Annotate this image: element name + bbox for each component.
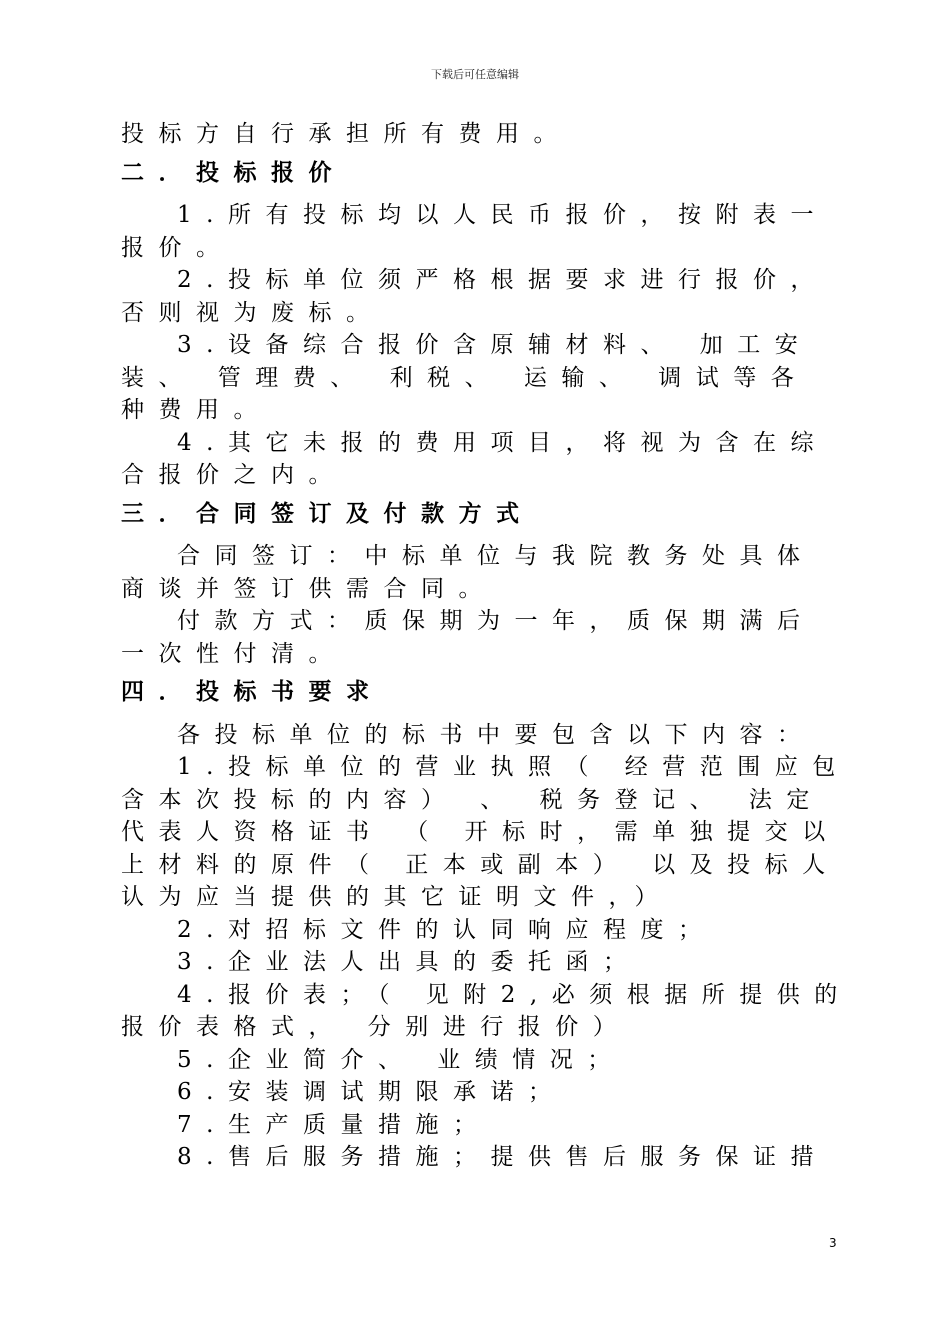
page-header: 下载后可任意编辑 [431,68,519,81]
document-body [121,118,852,1174]
paragraph-line: 报价。 [121,234,234,261]
paragraph-line: 认为应当提供的其它证明文件，） [121,884,672,910]
paragraph-line: 7.生产质量措施； [177,1111,491,1138]
section-heading: 二．投标报价 [121,159,346,186]
paragraph-line: 报价表格式， 分别进行报价） [121,1014,631,1040]
paragraph-line: 6.安装调试期限承诺； [177,1079,566,1105]
paragraph-line: 种费用。 [121,397,271,423]
paragraph-line: 否则视为废标。 [121,299,384,326]
paragraph-line: 3.设备综合报价含原辅材料、 加工安 [177,332,813,358]
paragraph-line: 投标方自行承担所有费用。 [121,121,571,147]
paragraph-line: 1.所有投标均以人民币报价，按附表一 [177,202,828,228]
paragraph-line: 一次性付清。 [121,640,346,667]
paragraph-line: 代表人资格证书 （ 开标时，需单独提交以 [121,819,840,845]
paragraph-line: 上材料的原件（ 正本或副本） 以及投标人 [121,851,840,878]
paragraph-line: 合同签订：中标单位与我院教务处具体 [177,543,815,569]
paragraph-line: 4.其它未报的费用项目，将视为含在综 [177,429,828,456]
paragraph-line: 商谈并签订供需合同。 [121,575,496,602]
paragraph-line: 8.售后服务措施；提供售后服务保证措 [177,1144,828,1170]
paragraph-line: 2.对招标文件的认同响应程度； [177,916,716,943]
paragraph-line: 含本次投标的内容） 、 税务登记、 法定 [121,786,824,813]
paragraph-line: 2.投标单位须严格根据要求进行报价， [177,267,828,293]
paragraph-line: 1.投标单位的营业执照（ 经营范围应包 [177,754,850,780]
paragraph-line: 3.企业法人出具的委托函； [177,949,641,975]
page-number: 3 [829,1236,837,1250]
section-heading: 三．合同签订及付款方式 [121,500,534,527]
paragraph-line: 各投标单位的标书中要包含以下内容： [177,721,815,748]
paragraph-line: 付款方式：质保期为一年，质保期满后 [177,608,815,634]
paragraph-line: 合报价之内。 [121,462,346,488]
paragraph-line: 4.报价表；（ 见附2,必须根据所提供的 [177,981,852,1008]
paragraph-line: 5.企业简介、 业绩情况； [177,1046,625,1073]
paragraph-line: 装、 管理费、 利税、 运输、 调试等各 [121,364,809,391]
section-heading: 四．投标书要求 [121,679,384,705]
